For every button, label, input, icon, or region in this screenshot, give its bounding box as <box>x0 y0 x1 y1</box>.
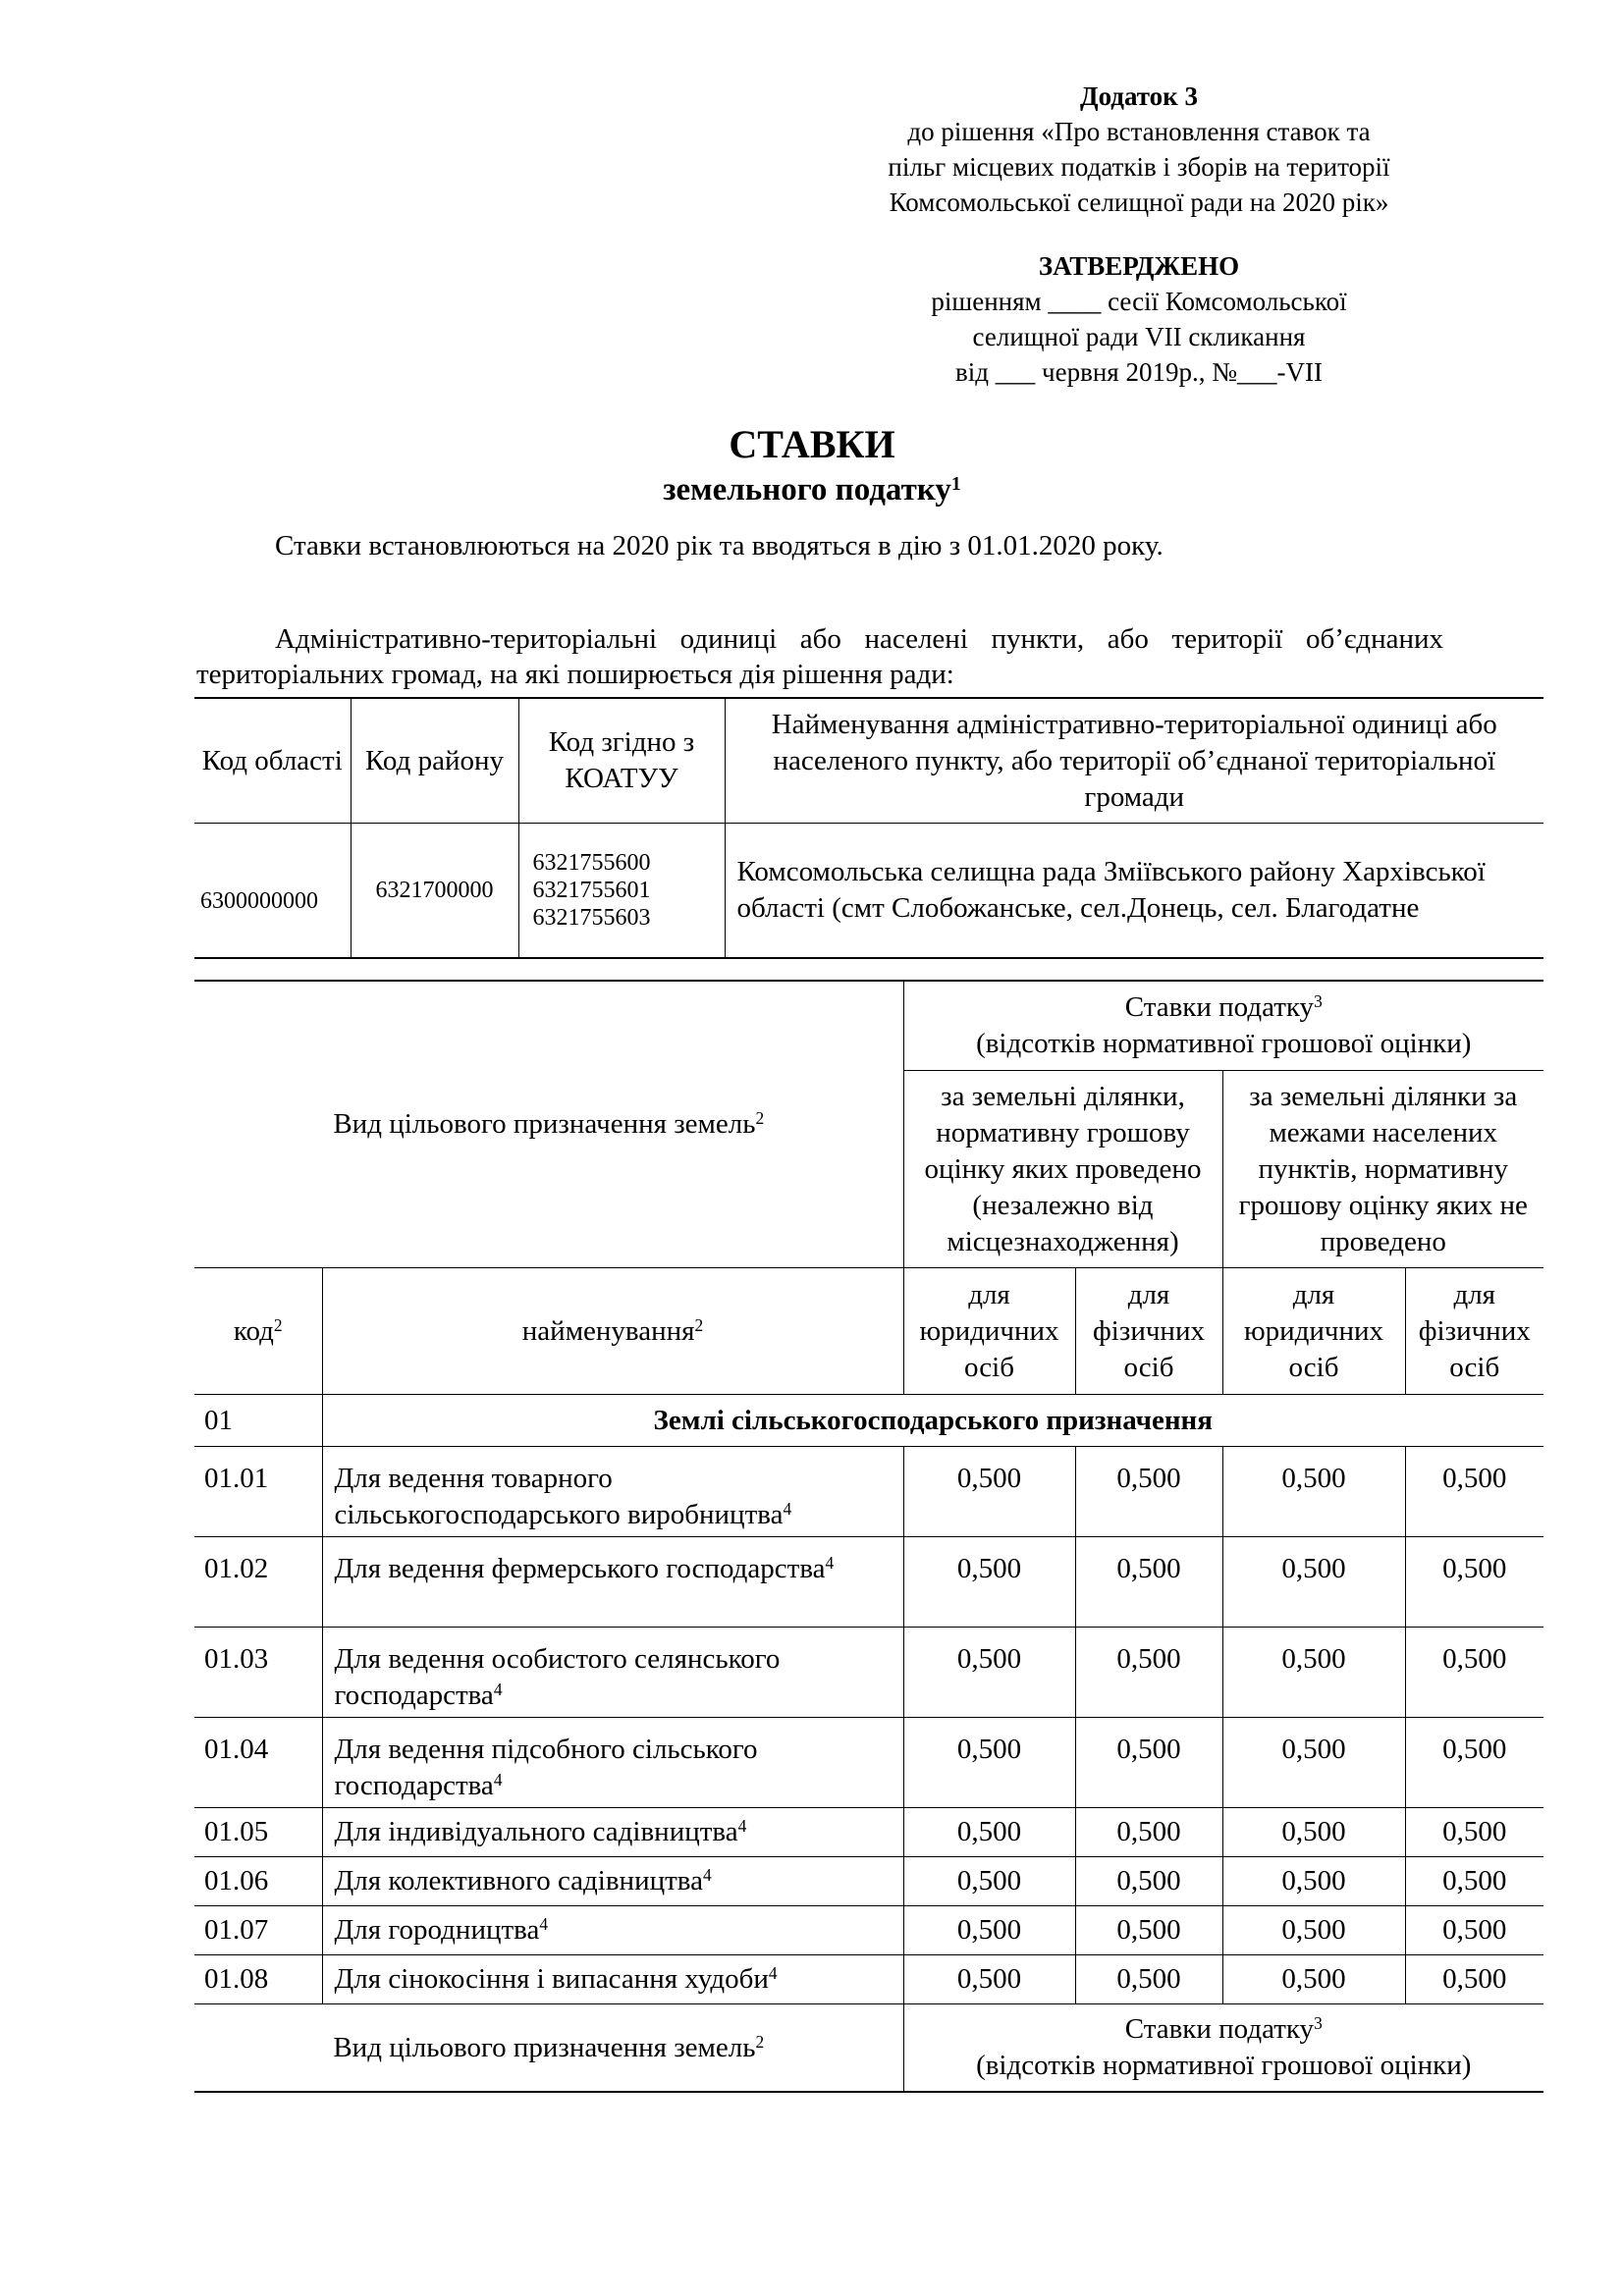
rate-physical-unassessed: 0,500 <box>1405 1808 1543 1857</box>
rate-legal-unassessed: 0,500 <box>1222 1906 1405 1955</box>
header-koatuu-code: Код згідно з КОАТУУ <box>518 698 725 824</box>
title-main: СТАВКИ <box>729 422 895 466</box>
code-label: код <box>233 1314 274 1347</box>
footnote-marker: 4 <box>493 1680 503 1700</box>
row-code: 01.06 <box>194 1857 322 1906</box>
title-sub <box>0 469 1624 510</box>
appendix-line-1: до рішення «Про встановлення ставок та <box>907 117 1371 146</box>
header-unit-name: Найменування адміністративно-територіальної одиниці або населеного пункту, або території об’єднаної територіальної громади <box>725 698 1543 824</box>
row-code: 01.04 <box>194 1718 322 1808</box>
footnote-marker: 4 <box>493 1770 503 1790</box>
table-row <box>194 1447 1543 1537</box>
document-title <box>0 420 1624 510</box>
continued-tax-rates <box>903 2004 1543 2093</box>
units-header-row <box>194 698 1543 824</box>
footnote-marker: 2 <box>755 1108 765 1129</box>
rate-physical-unassessed: 0,500 <box>1405 1537 1543 1628</box>
units-data-row <box>194 824 1543 959</box>
rate-physical-unassessed: 0,500 <box>1405 1906 1543 1955</box>
cell-region-code: 6300000000 <box>194 824 351 959</box>
land-purpose-label: Вид цільового призначення земель <box>333 2031 756 2063</box>
rate-physical-unassessed: 0,500 <box>1405 1628 1543 1718</box>
rate-physical-assessed: 0,500 <box>1075 1808 1222 1857</box>
row-name-text: Для ведення фермерського господарства <box>334 1553 826 1584</box>
footnote-marker: 4 <box>737 1816 747 1837</box>
tax-rates-unit: (відсотків нормативної грошової оцінки) <box>976 2050 1472 2081</box>
table-row <box>194 1857 1543 1906</box>
rate-legal-unassessed: 0,500 <box>1222 1808 1405 1857</box>
rate-physical-assessed: 0,500 <box>1075 1537 1222 1628</box>
header-name <box>322 1268 903 1395</box>
rate-legal-unassessed: 0,500 <box>1222 1857 1405 1906</box>
rate-physical-unassessed: 0,500 <box>1405 1857 1543 1906</box>
row-code: 01.05 <box>194 1808 322 1857</box>
intro-paragraph: Ставки встановлюються на 2020 рік та вводяться в дію з 01.01.2020 року. <box>275 530 1164 561</box>
territorial-units-table <box>194 697 1543 959</box>
row-name-text: Для ведення товарного сільськогосподарського виробництва <box>334 1463 784 1530</box>
table-row <box>194 1537 1543 1628</box>
title-sub-text: земельного податку <box>663 472 951 507</box>
approval-title: ЗАТВЕРДЖЕНО <box>1038 251 1240 281</box>
koatuu-code-3: 6321755603 <box>532 905 651 931</box>
rate-legal-unassessed: 0,500 <box>1222 1718 1405 1808</box>
header-physical-unassessed: для фізичних осіб <box>1405 1268 1543 1395</box>
header-legal-unassessed: для юридичних осіб <box>1222 1268 1405 1395</box>
table-row <box>194 1808 1543 1857</box>
rate-legal-assessed: 0,500 <box>903 1906 1075 1955</box>
footnote-marker: 4 <box>768 1963 778 1984</box>
rates-header-row-1 <box>194 981 1543 1071</box>
rate-legal-assessed: 0,500 <box>903 1537 1075 1628</box>
rate-legal-unassessed: 0,500 <box>1222 1955 1405 2004</box>
footnote-marker: 2 <box>694 1314 704 1335</box>
footnote-marker: 4 <box>825 1553 835 1574</box>
tax-rates-label: Ставки податку <box>1124 991 1315 1023</box>
footnote-marker: 2 <box>755 2031 765 2052</box>
group-name: Землі сільськогосподарського призначення <box>322 1395 1543 1447</box>
header-legal-assessed: для юридичних осіб <box>903 1268 1075 1395</box>
name-label: найменування <box>521 1314 695 1347</box>
row-name-text: Для ведення підсобного сільського господарства <box>334 1734 758 1801</box>
appendix-header <box>805 79 1473 220</box>
header-land-purpose <box>194 981 903 1268</box>
rate-legal-assessed: 0,500 <box>903 1628 1075 1718</box>
footnote-marker: 4 <box>539 1914 549 1935</box>
group-code: 01 <box>194 1395 322 1447</box>
row-name <box>322 1718 903 1808</box>
rate-legal-assessed: 0,500 <box>903 1955 1075 2004</box>
rate-legal-assessed: 0,500 <box>903 1857 1075 1906</box>
continuation-header-row <box>194 2004 1543 2093</box>
row-name <box>322 1857 903 1906</box>
footnote-marker: 2 <box>273 1314 283 1335</box>
appendix-line-2: пільг місцевих податків і зборів на території <box>888 152 1390 182</box>
rate-legal-assessed: 0,500 <box>903 1447 1075 1537</box>
row-name-text: Для городництва <box>334 1914 540 1946</box>
rate-physical-assessed: 0,500 <box>1075 1906 1222 1955</box>
row-name <box>322 1447 903 1537</box>
rate-legal-assessed: 0,500 <box>903 1718 1075 1808</box>
table-row <box>194 1628 1543 1718</box>
row-code: 01.07 <box>194 1906 322 1955</box>
approval-line-3: від ___ червня 2019р., №___-VII <box>955 357 1323 387</box>
row-name-text: Для сінокосіння і випасання худоби <box>334 1963 769 1995</box>
group-row <box>194 1395 1543 1447</box>
rates-header-row-3 <box>194 1268 1543 1395</box>
rate-physical-assessed: 0,500 <box>1075 1628 1222 1718</box>
koatuu-code-2: 6321755601 <box>532 878 651 903</box>
header-code <box>194 1268 322 1395</box>
table-row <box>194 1906 1543 1955</box>
row-code: 01.03 <box>194 1628 322 1718</box>
row-code: 01.08 <box>194 1955 322 2004</box>
cell-unit-name: Комсомольська селищна рада Зміївського району Хархівської області (смт Слобожанське, сел.Донець, сел. Благодатне <box>725 824 1543 959</box>
footnote-marker: 3 <box>1314 991 1323 1012</box>
territories-paragraph: Адміністративно-територіальні одиниці або населені пункти, або території об’єднаних територіальних громад, на які поширюється дія рішення ради: <box>196 623 1443 690</box>
header-district-code: Код району <box>351 698 518 824</box>
table-row <box>194 1718 1543 1808</box>
cell-koatuu-codes <box>518 824 725 959</box>
row-code: 01.01 <box>194 1447 322 1537</box>
koatuu-code-1: 6321755600 <box>532 850 651 876</box>
approval-line-2: селищної ради VII скликання <box>972 322 1306 351</box>
rate-physical-assessed: 0,500 <box>1075 1857 1222 1906</box>
row-name <box>322 1906 903 1955</box>
rate-legal-unassessed: 0,500 <box>1222 1537 1405 1628</box>
row-name-text: Для ведення особистого селянського господарства <box>334 1643 781 1711</box>
header-region-code: Код області <box>194 698 351 824</box>
footnote-marker: 4 <box>783 1499 792 1520</box>
tax-rates-table <box>194 980 1543 2093</box>
tax-rates-label: Ставки податку <box>1124 2013 1315 2045</box>
rate-legal-assessed: 0,500 <box>903 1808 1075 1857</box>
footnote-marker: 3 <box>1314 2013 1323 2034</box>
appendix-title: Додаток 3 <box>1080 81 1198 111</box>
rate-legal-unassessed: 0,500 <box>1222 1447 1405 1537</box>
rate-physical-assessed: 0,500 <box>1075 1718 1222 1808</box>
approval-block <box>805 248 1473 390</box>
rate-physical-assessed: 0,500 <box>1075 1447 1222 1537</box>
rate-physical-unassessed: 0,500 <box>1405 1955 1543 2004</box>
table-row <box>194 1955 1543 2004</box>
rate-physical-unassessed: 0,500 <box>1405 1447 1543 1537</box>
footnote-marker: 4 <box>702 1865 712 1886</box>
rate-legal-unassessed: 0,500 <box>1222 1628 1405 1718</box>
cell-district-code: 6321700000 <box>351 824 518 959</box>
header-physical-assessed: для фізичних осіб <box>1075 1268 1222 1395</box>
continued-land-purpose <box>194 2004 903 2093</box>
land-purpose-label: Вид цільового призначення земель <box>333 1108 756 1140</box>
footnote-marker: 1 <box>950 473 961 496</box>
approval-line-1: рішенням ____ сесії Комсомольської <box>931 287 1347 316</box>
row-name <box>322 1955 903 2004</box>
appendix-line-3: Комсомольської селищної ради на 2020 рік» <box>889 187 1389 217</box>
row-name-text: Для індивідуального садівництва <box>334 1816 738 1847</box>
row-name-text: Для колективного садівництва <box>334 1865 703 1896</box>
tax-rates-unit: (відсотків нормативної грошової оцінки) <box>976 1028 1472 1059</box>
row-code: 01.02 <box>194 1537 322 1628</box>
row-name <box>322 1537 903 1628</box>
rate-physical-assessed: 0,500 <box>1075 1955 1222 2004</box>
row-name <box>322 1808 903 1857</box>
header-tax-rates <box>903 981 1543 1071</box>
row-name <box>322 1628 903 1718</box>
header-assessed-plots: за земельні ділянки, нормативну грошову оцінку яких проведено (незалежно від місцезнаходження) <box>903 1071 1222 1268</box>
rate-physical-unassessed: 0,500 <box>1405 1718 1543 1808</box>
header-unassessed-plots: за земельні ділянки за межами населених пунктів, нормативну грошову оцінку яких не проведено <box>1222 1071 1543 1268</box>
